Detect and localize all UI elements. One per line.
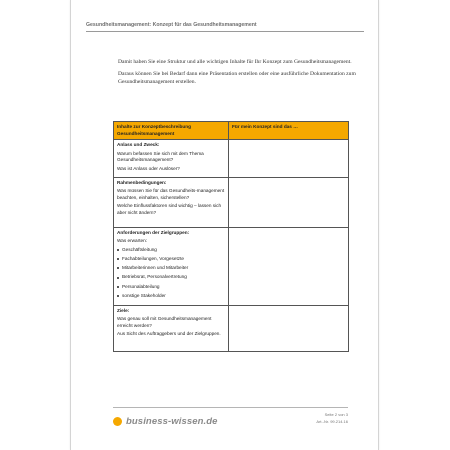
list-item: sonstige Stakeholder (117, 293, 225, 300)
article-number: Art.-Nr. 99.214.16 (316, 418, 348, 424)
list-item: Mitarbeiterinnen und Mitarbeiter (117, 265, 225, 272)
question-text: Was ist Anlass oder Auslöser? (117, 165, 180, 171)
section-title: Anlass und Zweck: (117, 142, 160, 148)
section-title: Rahmenbedingungen: (117, 179, 167, 185)
list-item: Betriebsrat, Personalvertretung (117, 274, 225, 281)
question-text: Welche Einflussfaktoren sind wichtig – lassen sich aber nicht ändern? (117, 203, 222, 215)
document-page (70, 0, 379, 450)
logo-text: business-wissen.de (126, 415, 218, 427)
section-title: Anforderungen der Zielgruppen: (117, 229, 190, 235)
header-cell-content: Inhalte zur Konzeptbeschreibung Gesundheitsmanagement (114, 122, 229, 140)
header-divider (86, 31, 364, 32)
question-text: Was genau soll mit Gesundheitsmanagement erreicht werden? (117, 316, 212, 328)
section-cell (114, 177, 229, 227)
section-cell (114, 140, 229, 177)
table-header-row (114, 122, 349, 140)
concept-table (113, 121, 349, 352)
section-cell (114, 305, 229, 351)
intro-paragraph: Damit haben Sie eine Struktur und alle wichtigen Inhalte für Ihr Konzept zum Gesundheitsmanagement. (118, 59, 352, 65)
footer-divider (113, 407, 348, 408)
table-row (114, 177, 349, 227)
section-cell (114, 227, 229, 305)
stakeholder-list (117, 247, 225, 300)
page-number: Seite 2 von 3 (324, 412, 348, 417)
brand-logo (113, 414, 218, 428)
answer-cell[interactable] (229, 227, 349, 305)
document-header: Gesundheitsmanagement: Konzept für das Gesundheitsmanagement (86, 22, 257, 28)
header-cell-concept: Für mein Konzept sind das … (229, 122, 349, 140)
question-text: Was erwarten: (117, 238, 148, 244)
question-text: Aus Sicht des Auftraggebers und der Zielgruppen. (117, 331, 221, 337)
question-text: Was müssen Sie für das Gesundheits-management beachten, einhalten, sicherstellen? (117, 188, 225, 200)
section-title: Ziele: (117, 307, 130, 313)
list-item: Geschäftsleitung (117, 247, 225, 254)
page-info (281, 412, 348, 425)
list-item: Personalabteilung (117, 284, 225, 291)
answer-cell[interactable] (229, 140, 349, 177)
list-item: Fachabteilungen, Vorgesetzte (117, 256, 225, 263)
intro-text (118, 58, 356, 90)
intro-paragraph: Daraus können Sie bei Bedarf dann eine Präsentation erstellen oder eine ausführliche Dokumentation zum Gesundheitsmanagement erstellen. (118, 70, 356, 86)
table-row (114, 305, 349, 351)
answer-cell[interactable] (229, 305, 349, 351)
table-row (114, 227, 349, 305)
answer-cell[interactable] (229, 177, 349, 227)
table-row (114, 140, 349, 177)
logo-dot-icon (113, 417, 122, 426)
question-text: Warum befassen Sie sich mit dem Thema Gesundheitsmanagement? (117, 150, 204, 163)
